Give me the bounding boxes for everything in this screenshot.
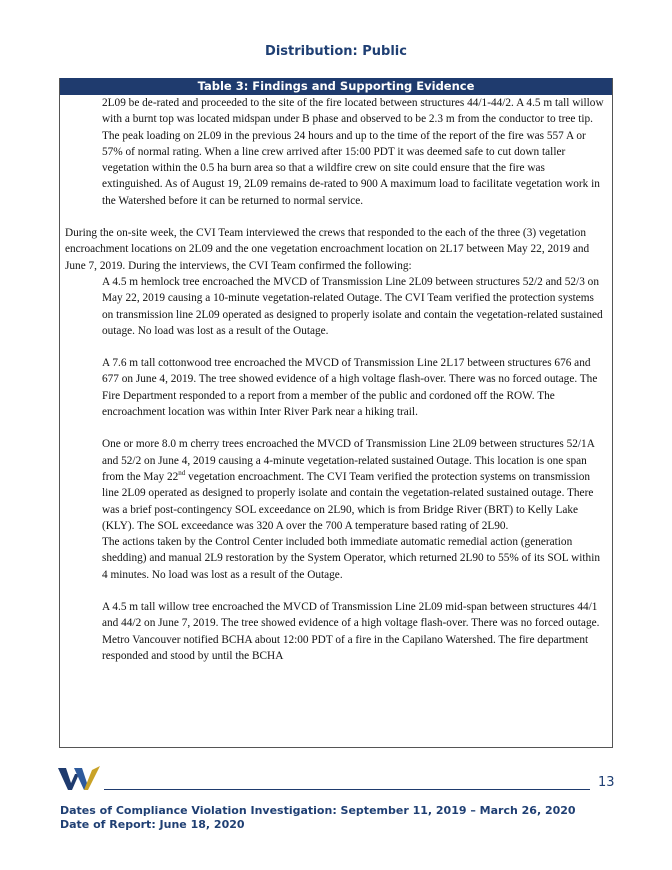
paragraph-hemlock: A 4.5 m hemlock tree encroached the MVCD of Transmission Line 2L09 between structures 52/2 and 52/3 on May 22, 2019 causing a 10-minute vegetation-related Outage. The CVI Team verified the protection systems on transmission line 2L09 operated as designed to properly isolate and contain the vegetation-related sustained outage. No load was lost as a result of the Outage. — [102, 275, 603, 337]
paragraph-fire-site: 2L09 be de-rated and proceeded to the site of the fire located between structures 44/1-44/2. A 4.5 m tall willow with a burnt top was located midspan under B phase and observed to be 2.3 m from the conductor to tree tip. The peak loading on 2L09 in the previous 24 hours and up to the time of the report of the fire was 557 A or 57% of normal rating. When a line crew arrived after 15:00 PDT it was deemed safe to cut down taller vegetation within the 0.5 ha burn area so that a wildfire crew on site could ensure that the fire was extinguished. As of August 19, 2L09 remains de-rated to 900 A maximum load to facilitate vegetation work in the Watershed before it can be returned to normal service. — [102, 97, 604, 207]
paragraph-interviews: During the on-site week, the CVI Team interviewed the crews that responded to the each of the three (3) vegetation encroachment locations on 2L09 and the one vegetation encroachment location on 2L17 between May 22, 2019 and June 7, 2019. During the interviews, the CVI Team confirmed the following: — [65, 227, 590, 272]
table-body — [60, 95, 612, 664]
paragraph-cottonwood: A 7.6 m tall cottonwood tree encroached the MVCD of Transmission Line 2L17 between structures 676 and 677 on June 4, 2019. The tree showed evidence of a high voltage flash-over. There was no forced outage. The Fire Department responded to a report from a member of the public and cordoned off the ROW. The encroachment location was within Inter River Park near a hiking trail. — [102, 357, 598, 419]
organization-logo — [58, 764, 102, 792]
footer-info — [60, 804, 576, 832]
footer-rule — [104, 789, 590, 790]
document-classification: Distribution: Public — [265, 44, 407, 59]
page-number: 13 — [598, 775, 615, 790]
findings-table — [59, 78, 613, 748]
cherry-text-b: vegetation encroachment. The CVI Team verified the protection systems on transmission line 2L09 operated as designed to properly isolate and contain the vegetation-related sustained outage. There was a brief post-contingency SOL exceedance on 2L90, which is from Bridge River (BRT) to Kelly Lake (KLY). The SOL exceedance was 320 A over the 700 A temperature based rating of 2L90. — [102, 470, 594, 532]
paragraph-control-center: The actions taken by the Control Center included both immediate automatic remedial action (generation shedding) and manual 2L9 restoration by the System Operator, which returned 2L90 to 55% of its SOL within 4 minutes. No load was lost as a result of the Outage. — [102, 536, 600, 581]
table-title: Table 3: Findings and Supporting Evidence — [60, 78, 612, 95]
cherry-text-a: One or more 8.0 m cherry trees encroached the MVCD of Transmission Line 2L09 between structures 52/1A and 52/2 on June 4, 2019 causing a 4-minute vegetation-related sustained Outage. This location is one span from the May 22 — [102, 438, 595, 483]
investigation-dates: Dates of Compliance Violation Investigation: September 11, 2019 – March 26, 2020 — [60, 804, 576, 817]
report-date: Date of Report: June 18, 2020 — [60, 818, 245, 831]
ordinal-suffix: nd — [178, 469, 186, 478]
paragraph-willow: A 4.5 m tall willow tree encroached the MVCD of Transmission Line 2L09 mid-span between structures 44/1 and 44/2 on June 7, 2019. The tree showed evidence of a high voltage flash-over. There was no forced outage. Metro Vancouver notified BCHA about 12:00 PDT of a fire in the Capilano Watershed. The fire department responded and stood by until the BCHA — [102, 601, 600, 662]
paragraph-cherry — [60, 436, 612, 534]
